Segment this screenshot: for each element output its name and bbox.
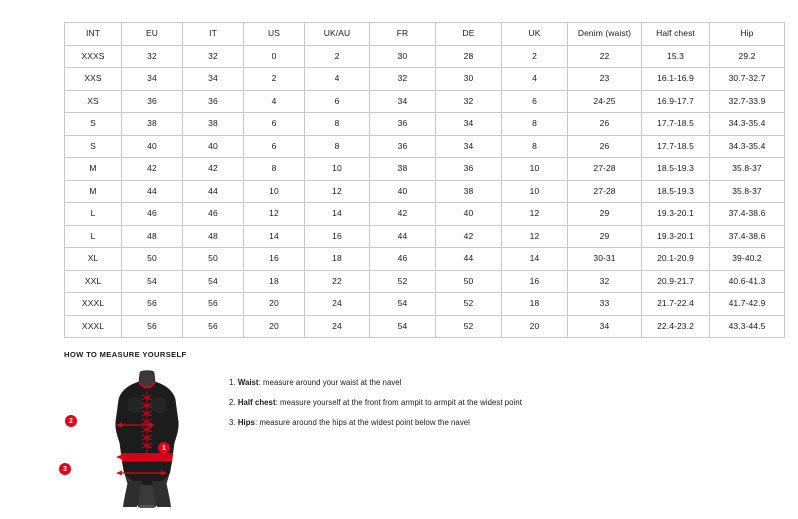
cell-it: 36 — [183, 90, 244, 113]
cell-denim-waist: 22 — [568, 45, 642, 68]
cell-denim-waist: 29 — [568, 203, 642, 226]
cell-half-chest: 19.3-20.1 — [642, 203, 710, 226]
note-number-1: 1. — [229, 378, 236, 387]
cell-uk: 18 — [502, 293, 568, 316]
marker-1: 1 — [158, 442, 170, 454]
cell-hip: 41.7-42.9 — [710, 293, 785, 316]
column-header-fr: FR — [370, 23, 436, 46]
cell-eu: 34 — [122, 68, 183, 91]
note-label-half-chest: Half chest — [237, 397, 276, 407]
column-header-uk: UK — [502, 23, 568, 46]
table-row — [65, 135, 785, 158]
cell-fr: 32 — [370, 68, 436, 91]
cell-hip: 29.2 — [710, 45, 785, 68]
measure-note-waist — [229, 379, 522, 388]
cell-half-chest: 17.7-18.5 — [642, 113, 710, 136]
cell-it: 38 — [183, 113, 244, 136]
cell-us: 6 — [244, 135, 305, 158]
measure-note-half-chest — [229, 399, 522, 408]
cell-hip: 34.3-35.4 — [710, 135, 785, 158]
table-row — [65, 293, 785, 316]
cell-uk-au: 24 — [305, 293, 370, 316]
cell-uk: 12 — [502, 203, 568, 226]
cell-eu: 42 — [122, 158, 183, 181]
how-to-measure-title: HOW TO MEASURE YOURSELF — [64, 350, 187, 359]
how-to-measure-section — [64, 350, 764, 509]
cell-de: 36 — [436, 158, 502, 181]
cell-it: 34 — [183, 68, 244, 91]
cell-hip: 39-40.2 — [710, 248, 785, 271]
note-text-waist: : measure around your waist at the navel — [258, 378, 402, 387]
cell-us: 6 — [244, 113, 305, 136]
cell-hip: 43.3-44.5 — [710, 315, 785, 338]
cell-uk: 20 — [502, 315, 568, 338]
table-row — [65, 113, 785, 136]
measure-note-hips — [229, 419, 522, 428]
cell-half-chest: 18.5-19.3 — [642, 158, 710, 181]
cell-eu: 46 — [122, 203, 183, 226]
cell-int: L — [65, 225, 122, 248]
cell-uk-au: 24 — [305, 315, 370, 338]
cell-eu: 40 — [122, 135, 183, 158]
cell-fr: 52 — [370, 270, 436, 293]
cell-half-chest: 20.1-20.9 — [642, 248, 710, 271]
cell-eu: 36 — [122, 90, 183, 113]
column-header-hip: Hip — [710, 23, 785, 46]
table-row — [65, 68, 785, 91]
cell-hip: 37.4-38.6 — [710, 225, 785, 248]
cell-denim-waist: 33 — [568, 293, 642, 316]
cell-us: 18 — [244, 270, 305, 293]
size-chart — [64, 22, 766, 338]
cell-uk-au: 8 — [305, 113, 370, 136]
size-table — [64, 22, 785, 338]
column-header-half-chest: Half chest — [642, 23, 710, 46]
cell-half-chest: 16.9-17.7 — [642, 90, 710, 113]
cell-int: XXS — [65, 68, 122, 91]
cell-fr: 44 — [370, 225, 436, 248]
column-header-uk-au: UK/AU — [305, 23, 370, 46]
cell-int: XXL — [65, 270, 122, 293]
cell-hip: 34.3-35.4 — [710, 113, 785, 136]
cell-fr: 54 — [370, 315, 436, 338]
note-number-3: 3. — [229, 417, 236, 427]
cell-half-chest: 19.3-20.1 — [642, 225, 710, 248]
measure-notes — [229, 379, 522, 439]
cell-fr: 38 — [370, 158, 436, 181]
cell-half-chest: 15.3 — [642, 45, 710, 68]
table-row — [65, 158, 785, 181]
cell-fr: 36 — [370, 135, 436, 158]
cell-de: 52 — [436, 293, 502, 316]
cell-int: M — [65, 158, 122, 181]
cell-us: 2 — [244, 68, 305, 91]
cell-it: 44 — [183, 180, 244, 203]
table-row — [65, 90, 785, 113]
cell-half-chest: 20.9-21.7 — [642, 270, 710, 293]
cell-us: 14 — [244, 225, 305, 248]
cell-de: 52 — [436, 315, 502, 338]
table-body — [65, 45, 785, 338]
cell-de: 34 — [436, 113, 502, 136]
cell-uk: 6 — [502, 90, 568, 113]
cell-denim-waist: 34 — [568, 315, 642, 338]
cell-half-chest: 16.1-16.9 — [642, 68, 710, 91]
cell-uk-au: 10 — [305, 158, 370, 181]
cell-de: 44 — [436, 248, 502, 271]
cell-uk-au: 6 — [305, 90, 370, 113]
cell-int: XS — [65, 90, 122, 113]
cell-us: 16 — [244, 248, 305, 271]
cell-uk-au: 16 — [305, 225, 370, 248]
cell-denim-waist: 27-28 — [568, 180, 642, 203]
cell-hip: 32.7-33.9 — [710, 90, 785, 113]
cell-uk: 14 — [502, 248, 568, 271]
cell-us: 20 — [244, 293, 305, 316]
cell-fr: 36 — [370, 113, 436, 136]
cell-hip: 37.4-38.6 — [710, 203, 785, 226]
note-label-hips: Hips — [237, 417, 255, 427]
note-text-half-chest: : measure yourself at the front from armpit to armpit at the widest point — [275, 397, 522, 407]
cell-uk: 8 — [502, 135, 568, 158]
cell-us: 0 — [244, 45, 305, 68]
cell-int: XXXL — [65, 315, 122, 338]
cell-hip: 30.7-32.7 — [710, 68, 785, 91]
cell-de: 32 — [436, 90, 502, 113]
cell-fr: 30 — [370, 45, 436, 68]
cell-fr: 54 — [370, 293, 436, 316]
cell-half-chest: 17.7-18.5 — [642, 135, 710, 158]
cell-hip: 35.8-37 — [710, 158, 785, 181]
column-header-de: DE — [436, 23, 502, 46]
note-number-2: 2. — [229, 397, 236, 407]
mannequin-illustration — [92, 369, 207, 509]
cell-de: 50 — [436, 270, 502, 293]
cell-half-chest: 22.4-23.2 — [642, 315, 710, 338]
cell-eu: 48 — [122, 225, 183, 248]
marker-3: 3 — [59, 463, 71, 475]
cell-us: 12 — [244, 203, 305, 226]
cell-it: 56 — [183, 315, 244, 338]
cell-denim-waist: 29 — [568, 225, 642, 248]
cell-it: 46 — [183, 203, 244, 226]
table-row — [65, 248, 785, 271]
table-row — [65, 203, 785, 226]
cell-de: 38 — [436, 180, 502, 203]
cell-it: 40 — [183, 135, 244, 158]
cell-denim-waist: 23 — [568, 68, 642, 91]
cell-half-chest: 18.5-19.3 — [642, 180, 710, 203]
cell-int: L — [65, 203, 122, 226]
cell-eu: 32 — [122, 45, 183, 68]
table-header — [65, 23, 785, 46]
cell-de: 40 — [436, 203, 502, 226]
cell-fr: 46 — [370, 248, 436, 271]
how-to-measure-body — [64, 369, 764, 509]
table-row — [65, 225, 785, 248]
cell-us: 8 — [244, 158, 305, 181]
cell-denim-waist: 32 — [568, 270, 642, 293]
cell-fr: 40 — [370, 180, 436, 203]
cell-fr: 34 — [370, 90, 436, 113]
cell-uk-au: 22 — [305, 270, 370, 293]
cell-uk-au: 12 — [305, 180, 370, 203]
cell-eu: 44 — [122, 180, 183, 203]
note-label-waist: Waist — [237, 378, 259, 387]
cell-de: 30 — [436, 68, 502, 91]
note-text-hips: : measure around the hips at the widest point below the navel — [254, 417, 470, 427]
cell-uk: 8 — [502, 113, 568, 136]
cell-it: 50 — [183, 248, 244, 271]
marker-2: 2 — [65, 415, 77, 427]
cell-uk: 12 — [502, 225, 568, 248]
table-header-row — [65, 23, 785, 46]
column-header-eu: EU — [122, 23, 183, 46]
table-row — [65, 270, 785, 293]
cell-eu: 54 — [122, 270, 183, 293]
cell-de: 28 — [436, 45, 502, 68]
cell-denim-waist: 30-31 — [568, 248, 642, 271]
cell-uk: 4 — [502, 68, 568, 91]
cell-de: 42 — [436, 225, 502, 248]
cell-uk-au: 8 — [305, 135, 370, 158]
cell-eu: 50 — [122, 248, 183, 271]
cell-uk: 10 — [502, 180, 568, 203]
cell-denim-waist: 27-28 — [568, 158, 642, 181]
cell-fr: 42 — [370, 203, 436, 226]
cell-uk: 2 — [502, 45, 568, 68]
cell-it: 42 — [183, 158, 244, 181]
column-header-it: IT — [183, 23, 244, 46]
cell-int: M — [65, 180, 122, 203]
cell-uk-au: 18 — [305, 248, 370, 271]
cell-denim-waist: 26 — [568, 135, 642, 158]
cell-uk: 10 — [502, 158, 568, 181]
cell-int: S — [65, 113, 122, 136]
cell-uk-au: 2 — [305, 45, 370, 68]
cell-us: 10 — [244, 180, 305, 203]
cell-denim-waist: 26 — [568, 113, 642, 136]
table-row — [65, 315, 785, 338]
cell-it: 32 — [183, 45, 244, 68]
column-header-denim-waist: Denim (waist) — [568, 23, 642, 46]
cell-it: 48 — [183, 225, 244, 248]
cell-int: S — [65, 135, 122, 158]
cell-uk-au: 14 — [305, 203, 370, 226]
mannequin-figure — [63, 369, 207, 509]
cell-int: XXXS — [65, 45, 122, 68]
cell-eu: 38 — [122, 113, 183, 136]
cell-uk: 16 — [502, 270, 568, 293]
column-header-us: US — [244, 23, 305, 46]
cell-hip: 35.8-37 — [710, 180, 785, 203]
cell-denim-waist: 24-25 — [568, 90, 642, 113]
cell-hip: 40.6-41.3 — [710, 270, 785, 293]
cell-int: XL — [65, 248, 122, 271]
table-row — [65, 45, 785, 68]
cell-de: 34 — [436, 135, 502, 158]
cell-us: 20 — [244, 315, 305, 338]
cell-eu: 56 — [122, 293, 183, 316]
cell-it: 54 — [183, 270, 244, 293]
cell-int: XXXL — [65, 293, 122, 316]
table-row — [65, 180, 785, 203]
cell-it: 56 — [183, 293, 244, 316]
cell-uk-au: 4 — [305, 68, 370, 91]
cell-half-chest: 21.7-22.4 — [642, 293, 710, 316]
column-header-int: INT — [65, 23, 122, 46]
cell-eu: 56 — [122, 315, 183, 338]
cell-us: 4 — [244, 90, 305, 113]
